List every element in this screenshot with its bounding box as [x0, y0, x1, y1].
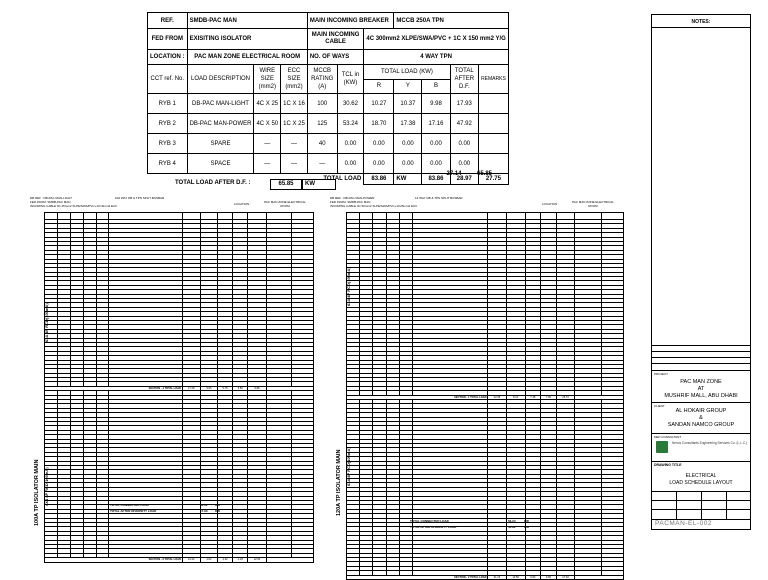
summary-cell-r: 10.27 [364, 94, 394, 114]
drawing-number: PACMAN-EL-002 [655, 520, 712, 527]
power-isolator-label: 120A TP ISOLATOR MAIN [336, 449, 342, 516]
col-mccb: MCCB RATING (A) [307, 65, 337, 94]
notes-label: NOTES: [691, 19, 711, 25]
summary-cell-b: 9.98 [422, 94, 450, 114]
light-total-connected-unit: KW [215, 503, 220, 507]
summary-cell-b: 0.00 [422, 154, 450, 174]
summary-cell-ecc: 1C X 25 [281, 114, 308, 134]
light-db-rating: 100 WAY DB & TPN SPLIT BUSBAR [115, 196, 165, 200]
db-section1-value: 22.08 [488, 395, 507, 399]
total-df-unit-box [302, 179, 336, 190]
main-breaker-label: MAIN INCOMING BREAKER [307, 13, 394, 29]
summary-cell-ecc: — [281, 134, 308, 154]
summary-cell-y: 10.37 [394, 94, 422, 114]
db-header-cell [233, 213, 248, 220]
light-rcd1-label: 63A 4P RCD(100mA) [44, 303, 49, 342]
total-b-box [439, 170, 469, 179]
db-header-cell [266, 213, 292, 220]
summary-cell-cct: RYB 2 [148, 114, 188, 134]
ways-label: NO. OF WAYS [307, 50, 364, 65]
db-section2-value: 17.32 [556, 575, 575, 579]
db-section1-value: 5.80 [233, 386, 248, 390]
summary-cell-cct: RYB 1 [148, 94, 188, 114]
power-total-connected-unit: KW [524, 519, 529, 523]
db-section1-value: 7.06 [541, 395, 557, 399]
light-db-schedule [30, 196, 336, 562]
total-after-box [470, 170, 499, 179]
db-section1-value: 7.48 [525, 395, 541, 399]
summary-row [148, 134, 509, 154]
db-header-cell [45, 213, 58, 220]
db-section2-blank [575, 575, 624, 579]
summary-cell-tcl: 0.00 [337, 154, 364, 174]
summary-cell-wire: 4C X 25 [254, 94, 281, 114]
db-header-cell [70, 213, 83, 220]
light-total-connected-value: 30.62 [200, 503, 208, 507]
db-header-cell [399, 213, 412, 220]
drawing-info-grid [652, 491, 750, 519]
main-breaker-value: MCCB 250A TPN [394, 13, 508, 29]
summary-cell-r: 18.70 [364, 114, 394, 134]
power-db-location-label: LOCATION : [542, 202, 559, 206]
total-df-row [175, 180, 250, 186]
db-header-cell [292, 213, 314, 220]
col-desc: LOAD DESCRIPTION [187, 65, 254, 94]
summary-cell-desc: SPACE [187, 154, 254, 174]
summary-cell-remarks [479, 94, 509, 114]
col-b: B [422, 79, 450, 94]
db-header-cell [96, 213, 109, 220]
db-section2-total-row [45, 558, 314, 562]
total-b: 27.14 [446, 171, 462, 177]
col-total-load: TOTAL LOAD (KW) [364, 65, 450, 80]
db-header-cell [541, 213, 557, 220]
db-circuit-table [44, 212, 314, 563]
total-load-unit: KW [394, 174, 422, 185]
db-section2-value: 4.62 [200, 558, 217, 562]
project-name: PAC MAN ZONE [680, 379, 722, 385]
db-header-cell [488, 213, 507, 220]
summary-cell-r: 0.00 [364, 154, 394, 174]
power-db-incoming: INCOMING CABLE 4C 50mm2 XLPE/SWA/PVC+1C25mm2 ECC [330, 204, 418, 208]
db-section1-label: SECTION - 1 TOTAL LOAD [45, 386, 183, 390]
project-at: AT [697, 386, 705, 392]
light-total-after-value: 17.93 [200, 509, 208, 513]
col-r: R [364, 79, 394, 94]
drawing-title-2: LOAD SCHEDULE LAYOUT [669, 480, 733, 486]
location-label: LOCATION : [148, 50, 188, 65]
summary-cell-desc: DB-PAC MAN-LIGHT [187, 94, 254, 114]
consultant-label: MEP CONSULTANT [654, 435, 682, 439]
db-section1-value: 5.75 [218, 386, 233, 390]
fed-from-value: EXISITING ISOLATOR [187, 29, 307, 50]
db-header-cell [218, 213, 233, 220]
db-section1-value: 9.65 [200, 386, 217, 390]
db-header-cell [525, 213, 541, 220]
db-section1-label: SECTION - 1 TOTAL LOAD [347, 395, 488, 399]
ways-value: 4 WAY TPN [364, 50, 508, 65]
summary-cell-after: 17.93 [450, 94, 479, 114]
db-section2-label: SECTION - 2 TOTAL LOAD [347, 575, 488, 579]
ref-label: REF. [148, 13, 188, 29]
light-db-header [30, 196, 190, 208]
db-header-cell [386, 213, 399, 220]
main-cable-label: MAIN INCOMING CABLE [307, 29, 364, 50]
db-header-cell [83, 213, 96, 220]
col-remarks: REMARKS [479, 65, 509, 94]
db-header-cell [347, 213, 360, 220]
title-block [651, 14, 751, 530]
summary-cell-ecc: — [281, 154, 308, 174]
total-df-value: 65.85 [278, 181, 294, 187]
db-section1-value: 9.88 [248, 386, 266, 390]
light-total-connected-label: TOTAL CONNECTED LOAD [110, 503, 149, 507]
light-total-after-unit: KW [215, 509, 220, 513]
total-df-label: TOTAL LOAD AFTER D.F. : [175, 180, 251, 186]
db-section2-value: 12.66 [248, 558, 266, 562]
total-tcl: 83.86 [422, 174, 450, 185]
light-db-incoming: INCOMING CABLE 4C 25mm2 XLPE/SWA/PVC+1C16mm2 ECC [30, 204, 118, 208]
col-y: Y [394, 79, 422, 94]
db-section2-value: 31.16 [488, 575, 507, 579]
power-db-schedule [330, 196, 630, 579]
summary-row [148, 94, 509, 114]
summary-cell-cct: RYB 3 [148, 134, 188, 154]
db-section2-total-row [347, 575, 624, 579]
db-header-cell [575, 213, 601, 220]
total-df-unit: KW [305, 181, 315, 187]
total-after: 65.85 [476, 171, 492, 177]
power-db-ref: DB REF : DB-PAC MAN-POWER [330, 196, 375, 200]
db-header-cell [601, 213, 623, 220]
db-section2-value: 4.18 [233, 558, 248, 562]
client-label: CLIENT [654, 404, 665, 408]
client-amp: & [699, 415, 703, 421]
summary-cell-b: 0.00 [422, 134, 450, 154]
revision-table [652, 345, 750, 371]
summary-cell-y: 0.00 [394, 154, 422, 174]
fed-from-label: FED FROM [148, 29, 188, 50]
db-section2-blank [266, 558, 313, 562]
light-db-location-label: LOCATION : [234, 202, 251, 206]
summary-cell-desc: SPARE [187, 134, 254, 154]
total-load-value: 83.86 [364, 174, 394, 185]
db-section1-value: 8.14 [506, 395, 525, 399]
summary-cell-after: 47.92 [450, 114, 479, 134]
power-total-after-label: TOTAL AFTER DIVERSITY LOAD [410, 525, 457, 529]
summary-cell-remarks [479, 134, 509, 154]
db-header-cell [109, 213, 182, 220]
project-site: MUSHRIF MALL, ABU DHABI [664, 393, 738, 399]
power-rcd2-label: 63A 4P RCD(100mA) [346, 447, 351, 486]
db-header-cell [182, 213, 200, 220]
summary-cell-tcl: 53.24 [337, 114, 364, 134]
power-db-header [330, 196, 490, 208]
summary-row [148, 114, 509, 134]
summary-cell-tcl: 30.62 [337, 94, 364, 114]
summary-cell-cct: RYB 4 [148, 154, 188, 174]
db-section2-value: 10.56 [506, 575, 525, 579]
db-header-cell [556, 213, 575, 220]
summary-cell-after: 0.00 [450, 154, 479, 174]
consultant-logo-icon [656, 441, 668, 453]
total-load-label: TOTAL LOAD [323, 176, 362, 183]
db-header-cell [248, 213, 266, 220]
db-section1-value: 25.72 [556, 395, 575, 399]
power-db-location: PAC MAN ZONE ELECTRICAL ROOM [572, 200, 614, 208]
total-y: 27.75 [479, 174, 509, 185]
db-section2-value: 13.42 [182, 558, 200, 562]
db-header-cell [413, 213, 488, 220]
summary-cell-mccb: 125 [307, 114, 337, 134]
drawing-title-1: ELECTRICAL [685, 473, 717, 479]
light-isolator-label: 100A TP ISOLATOR MAIN [34, 459, 40, 526]
light-db-location: PAC MAN ZONE ELECTRICAL ROOM [264, 200, 306, 208]
col-ecc: ECC SIZE (mm2) [281, 65, 308, 94]
db-header-cell [360, 213, 373, 220]
client-1: AL HOKAIR GROUP [675, 408, 727, 414]
client-2: SANDAN NAMCO GROUP [667, 422, 735, 428]
summary-cell-y: 0.00 [394, 134, 422, 154]
db-header-cell [373, 213, 386, 220]
project-label: PROJECT [654, 372, 669, 376]
summary-cell-y: 17.38 [394, 114, 422, 134]
main-cable-value: 4C 300mm2 XLPE/SWA/PVC + 1C X 150 mm2 Y/G [364, 29, 508, 50]
summary-schedule [147, 12, 509, 185]
summary-cell-mccb: 100 [307, 94, 337, 114]
consultant-name: Nexus Consultants Engineering Services Co. (L.L.C.) [672, 441, 748, 445]
db-header-cell [57, 213, 70, 220]
col-wire: WIRE SIZE (mm2) [254, 65, 281, 94]
power-total-connected-label: TOTAL CONNECTED LOAD [410, 519, 449, 523]
db-circuit-table [346, 212, 624, 580]
db-section1-value: 17.28 [182, 386, 200, 390]
light-db-ref: DB REF : DB-PAC MAN-LIGHT [30, 196, 72, 200]
total-r: 28.97 [450, 174, 479, 185]
db-section2-value: 9.90 [525, 575, 541, 579]
total-df-value-box [270, 179, 302, 190]
summary-cell-wire: 4C X 50 [254, 114, 281, 134]
col-after: TOTAL AFTER D.F. [450, 65, 479, 94]
summary-cell-b: 17.16 [422, 114, 450, 134]
db-section2-value: 9.90 [541, 575, 557, 579]
summary-cell-r: 0.00 [364, 134, 394, 154]
summary-cell-mccb: — [307, 154, 337, 174]
db-header-cell [200, 213, 217, 220]
light-total-after-label: TOTAL AFTER DIVERSITY LOAD [110, 509, 157, 513]
power-db-rating: 14 WAY DB & TPN SPLIT BUSBAR [415, 196, 463, 200]
ref-value: SMDB-PAC MAN [187, 13, 307, 29]
db-section2-label: SECTION - 2 TOTAL LOAD [45, 558, 183, 562]
power-total-after-unit: KW [524, 525, 529, 529]
summary-cell-remarks [479, 114, 509, 134]
power-db-fed: FED FROM: SMDB-PAC MAN [330, 200, 371, 204]
db-header-cell [506, 213, 525, 220]
summary-cell-after: 0.00 [450, 134, 479, 154]
summary-cell-tcl: 0.00 [337, 134, 364, 154]
power-rcd1-label: 63A 4P RCD(100mA) [346, 267, 351, 306]
summary-cell-desc: DB-PAC MAN-POWER [187, 114, 254, 134]
drawing-title-label: DRAWING TITLE [654, 463, 682, 467]
summary-cell-mccb: 40 [307, 134, 337, 154]
col-tcl: TCL in (KW) [337, 65, 364, 94]
power-total-connected-value: 53.24 [508, 519, 516, 523]
location-value: PAC MAN ZONE ELECTRICAL ROOM [187, 50, 307, 65]
col-cct: CCT ref. No. [148, 65, 188, 94]
summary-cell-wire: — [254, 134, 281, 154]
power-total-after-value: 41.92 [508, 525, 516, 529]
summary-cell-ecc: 1C X 16 [281, 94, 308, 114]
light-rcd2-label: 4X4 4P RCD(100mA) [44, 467, 49, 506]
db-section2-value: 4.62 [218, 558, 233, 562]
summary-cell-wire: — [254, 154, 281, 174]
light-db-fed: FED FROM: SMDB-PAC MAN [30, 200, 71, 204]
